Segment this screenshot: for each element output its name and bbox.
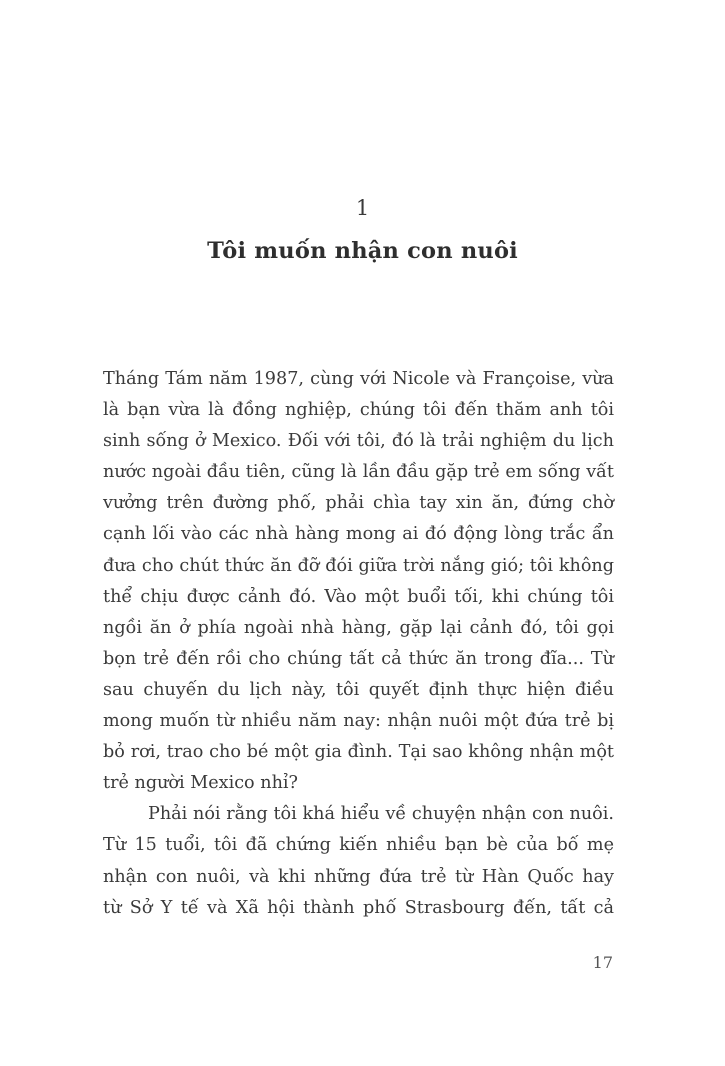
text-line: nhận con nuôi, và khi những đứa trẻ từ Hàn Quốc hay: [103, 866, 614, 887]
text-line: bỏ rơi, trao cho bé một gia đình. Tại sao không nhận một: [103, 742, 614, 763]
body-text: [103, 364, 614, 924]
text-line: Tháng Tám năm 1987, cùng với Nicole và Françoise, vừa: [103, 369, 614, 389]
text-line: từ Sở Y tế và Xã hội thành phố Strasbourg đến, tất cả: [103, 897, 614, 918]
chapter-title: Tôi muốn nhận con nuôi: [207, 238, 518, 264]
text-line: nước ngoài đầu tiên, cũng là lần đầu gặp trẻ em sống vất: [103, 462, 614, 483]
text-line: là bạn vừa là đồng nghiệp, chúng tôi đến thăm anh tôi: [103, 400, 614, 421]
text-line: cạnh lối vào các nhà hàng mong ai đó động lòng trắc ẩn: [103, 524, 614, 545]
chapter-number: 1: [355, 196, 370, 220]
text-line: vưởng trên đường phố, phải chìa tay xin ăn, đứng chờ: [103, 493, 614, 514]
text-line: thể chịu được cảnh đó. Vào một buổi tối, khi chúng tôi: [103, 586, 614, 607]
text-line: Từ 15 tuổi, tôi đã chứng kiến nhiều bạn bè của bố mẹ: [103, 835, 614, 856]
text-line: sau chuyến du lịch này, tôi quyết định thực hiện điều: [103, 679, 614, 700]
text-line: sinh sống ở Mexico. Đối với tôi, đó là trải nghiệm du lịch: [103, 431, 614, 452]
text-line: ngồi ăn ở phía ngoài nhà hàng, gặp lại cảnh đó, tôi gọi: [103, 617, 614, 638]
text-line: trẻ người Mexico nhỉ?: [103, 773, 298, 794]
text-line: mong muốn từ nhiều năm nay: nhận nuôi một đứa trẻ bị: [103, 711, 614, 732]
text-line: Phải nói rằng tôi khá hiểu về chuyện nhận con nuôi.: [148, 804, 614, 825]
text-line: đưa cho chút thức ăn đỡ đói giữa trời nắng gió; tôi không: [103, 555, 614, 576]
text-line: bọn trẻ đến rồi cho chúng tất cả thức ăn trong đĩa... Từ: [103, 648, 614, 669]
paragraph-1: [103, 364, 614, 799]
paragraph-2: [103, 799, 614, 923]
page-number: 17: [592, 953, 613, 972]
